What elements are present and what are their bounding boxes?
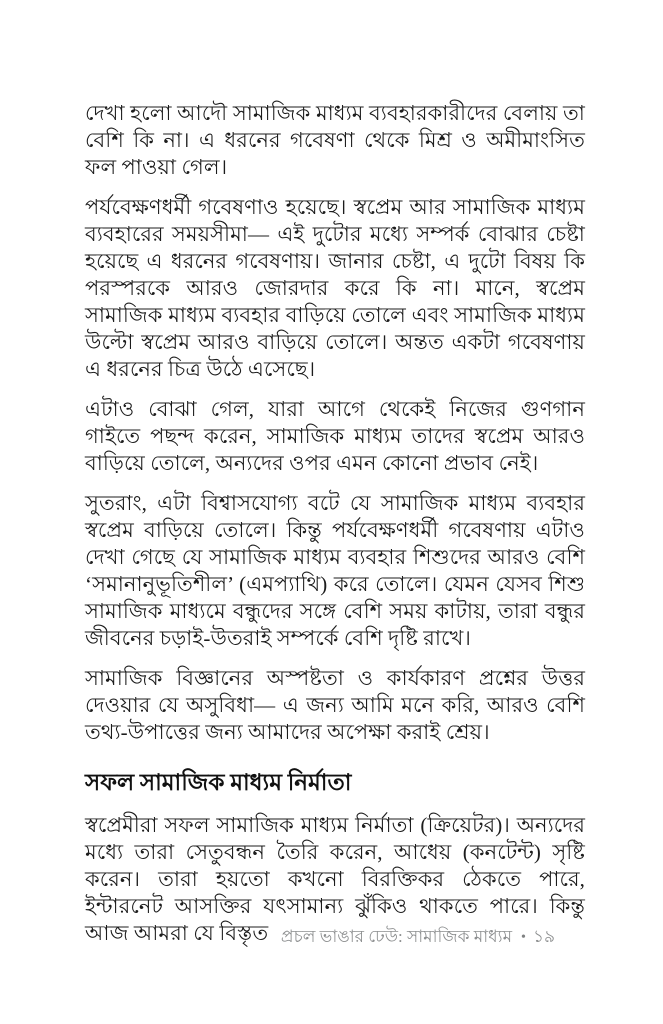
paragraph: পর্যবেক্ষণধর্মী গবেষণাও হয়েছে। স্বপ্রেম আর সামাজিক মাধ্যম ব্যবহারের সময়সীমা— এই দুটোর মধ্যে সম্পর্ক বোঝার চেষ্টা হয়েছে এ ধরনের গবেষণায়। জানার চেষ্টা, এ দুটো বিষয় কি পরস্পরকে আরও জোরদার করে কি না। মানে, স্বপ্রেম সামাজিক মাধ্যম ব্যবহার বাড়িয়ে তোলে এবং সামাজিক মাধ্যম উল্টো স্বপ্রেম আরও বাড়িয়ে তোলে। অন্তত একটা গবেষণায় এ ধরনের চিত্র উঠে এসেছে।	[85, 195, 585, 381]
section-heading: সফল সামাজিক মাধ্যম নির্মাতা	[85, 770, 352, 795]
paragraph: স্বপ্রেমীরা সফল সামাজিক মাধ্যম নির্মাতা (ক্রিয়েটর)। অন্যদের মধ্যে তারা সেতুবন্ধন তৈরি করেন, আধেয় (কনটেন্ট) সৃষ্টি করেন। তারা হয়তো কখনো বিরক্তিকর ঠেকতে পারে, ইন্টারনেট আসক্তির যৎসামান্য ঝুঁকিও থাকতে পারে। কিন্তু আজ আমরা যে বিস্তৃত	[85, 813, 585, 945]
page-body	[85, 100, 585, 960]
paragraph: সুতরাং, এটা বিশ্বাসযোগ্য বটে যে সামাজিক মাধ্যম ব্যবহার স্বপ্রেম বাড়িয়ে তোলে। কিন্তু পর্যবেক্ষণধর্মী গবেষণায় এটাও দেখা গেছে যে সামাজিক মাধ্যম ব্যবহার শিশুদের আরও বেশি ‘সমানানুভূতিশীল’ (এমপ্যাথি) করে তোলে। যেমন যেসব শিশু সামাজিক মাধ্যমে বন্ধুদের সঙ্গে বেশি সময় কাটায়, তারা বন্ধুর জীবনের চড়াই-উতরাই সম্পর্কে বেশি দৃষ্টি রাখে।	[85, 491, 585, 650]
footer-page-number: ১৯	[532, 927, 555, 946]
paragraph: সামাজিক বিজ্ঞানের অস্পষ্টতা ও কার্যকারণ প্রশ্নের উত্তর দেওয়ার যে অসুবিধা— এ জন্য আমি মনে করি, আরও বেশি তথ্য-উপাত্তের জন্য আমাদের অপেক্ষা করাই শ্রেয়।	[85, 666, 585, 744]
page-footer	[85, 926, 555, 949]
paragraph: এটাও বোঝা গেল, যারা আগে থেকেই নিজের গুণগান গাইতে পছন্দ করেন, সামাজিক মাধ্যম তাদের স্বপ্রেম আরও বাড়িয়ে তোলে, অন্যদের ওপর এমন কোনো প্রভাব নেই।	[85, 397, 585, 475]
paragraph: দেখা হলো আদৌ সামাজিক মাধ্যম ব্যবহারকারীদের বেলায় তা বেশি কি না। এ ধরনের গবেষণা থেকে মিশ্র ও অমীমাংসিত ফল পাওয়া গেল।	[85, 101, 585, 179]
footer-bullet-separator: •	[521, 930, 526, 945]
footer-book-title: প্রচল ভাঙার ঢেউ: সামাজিক মাধ্যম	[280, 927, 513, 946]
